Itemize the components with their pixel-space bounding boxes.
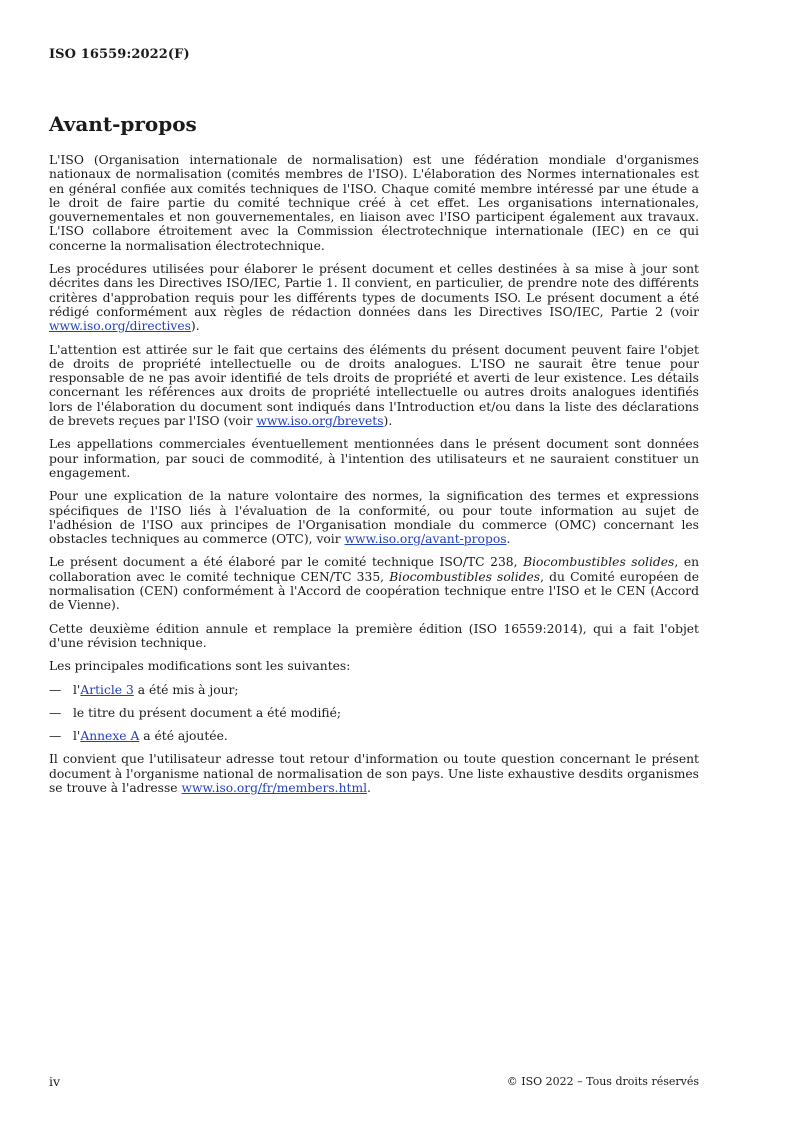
list-dash: —: [49, 729, 62, 744]
page-number: iv: [49, 1074, 61, 1089]
paragraph-procedures-end: ).: [190, 319, 200, 334]
avant-propos-link[interactable]: www.iso.org/avant-propos: [344, 532, 507, 547]
paragraph-changes-intro: Les principales modifications sont les suivantes:: [49, 659, 351, 674]
paragraph-feedback-text: Il convient que l'utilisateur adresse tout retour d'information ou toute question concernant le présent document à l'organisme national de normalisation de son pays. Une liste exhaustive desdits organismes se trouve à l'adresse: [49, 752, 699, 795]
paragraph-voluntary-nature: [49, 489, 699, 546]
committee-text-b: , en collaboration avec le comité technique CEN/TC 335,: [49, 555, 700, 584]
members-link[interactable]: www.iso.org/fr/members.html: [181, 780, 368, 795]
foreword-body: [49, 153, 699, 804]
list-item-text: le titre du présent document a été modifié;: [73, 705, 342, 720]
committee-title-1: Biocombustibles solides: [523, 555, 675, 570]
list-item-text: [73, 729, 228, 743]
list-item-suffix: a été ajoutée.: [139, 729, 228, 744]
annexe-a-link[interactable]: Annexe A: [80, 729, 140, 744]
paragraph-iso-intro: L'ISO (Organisation internationale de normalisation) est une fédération mondiale d'organismes nationaux de normalisation (comités membres de l'ISO). L'élaboration des Normes internationales est en général confiée aux comités techniques de l'ISO. Chaque comité membre intéressé par une étude a le droit de faire partie du comité technique créé à cet effet. Les organisations internationales, gouvernementales et non gouvernementales, en liaison avec l'ISO participent également aux travaux. L'ISO collabore étroitement avec la Commission électrotechnique internationale (IEC) en ce qui concerne la normalisation électrotechnique.: [49, 153, 699, 253]
list-item-prefix: l': [73, 729, 81, 744]
committee-title-2: Biocombustibles solides: [389, 569, 541, 584]
list-item-suffix: a été mis à jour;: [133, 682, 239, 697]
article-3-link[interactable]: Article 3: [80, 682, 134, 697]
paragraph-patents-text: L'attention est attirée sur le fait que certains des éléments du présent document peuvent faire l'objet de droits de propriété intellectuelle ou de droits analogues. L'ISO ne saurait être tenue pour responsable de ne pas avoir identifié de tels droits de propriété et averti de leur existence. Les détails concernant les références aux droits de propriété intellectuelle ou autres droits analogues identifiés lors de l'élaboration du document sont indiqués dans l'Introduction et/ou dans la liste des déclarations de brevets reçues par l'ISO (voir: [49, 342, 699, 429]
list-item-prefix: l': [73, 682, 81, 697]
brevets-link[interactable]: www.iso.org/brevets: [256, 414, 384, 429]
paragraph-edition: Cette deuxième édition annule et remplace la première édition (ISO 16559:2014), qui a fait l'objet d'une révision technique.: [49, 621, 699, 650]
list-dash: —: [49, 682, 62, 697]
list-item-text: [73, 683, 239, 697]
paragraph-procedures-text: Les procédures utilisées pour élaborer le présent document et celles destinées à sa mise à jour sont décrites dans les Directives ISO/IEC, Partie 1. Il convient, en particulier, de prendre note des différents critères d'approbation requis pour les différents types de documents ISO. Le présent document a été rédigé conformément aux règles de rédaction données dans les Directives ISO/IEC, Partie 2 (voir: [49, 262, 699, 319]
paragraph-patents-end: ).: [383, 414, 393, 429]
list-item: [49, 683, 699, 697]
directives-link[interactable]: www.iso.org/directives: [49, 319, 191, 334]
list-dash: —: [49, 705, 62, 720]
paragraph-procedures: [49, 262, 699, 333]
paragraph-feedback-end: .: [367, 780, 371, 795]
list-item: [49, 729, 699, 743]
document-id: ISO 16559:2022(F): [49, 47, 190, 62]
committee-text-c: , du Comité européen de normalisation (CEN) conformément à l'Accord de coopération technique entre l'ISO et le CEN (Accord de Vienne).: [49, 569, 700, 613]
page-title: Avant-propos: [49, 112, 197, 136]
paragraph-feedback: [49, 752, 699, 795]
committee-text-a: Le présent document a été élaboré par le comité technique ISO/TC 238,: [49, 555, 524, 570]
copyright-notice: © ISO 2022 – Tous droits réservés: [506, 1075, 699, 1088]
paragraph-committee: [49, 555, 699, 612]
paragraph-trade-names: Les appellations commerciales éventuellement mentionnées dans le présent document sont données pour information, par souci de commodité, à l'intention des utilisateurs et ne sauraient constituer un engagement.: [49, 437, 699, 480]
paragraph-voluntary-end: .: [506, 532, 511, 547]
paragraph-voluntary-text: Pour une explication de la nature volontaire des normes, la signification des termes et expressions spécifiques de l'ISO liés à l'évaluation de la conformité, ou pour toute information au sujet de l'adhésion de l'ISO aux principes de l'Organisation mondiale du commerce (OMC) concernant les obstacles techniques au commerce (OTC), voir: [49, 489, 699, 547]
list-item: [49, 706, 699, 720]
paragraph-patents: [49, 343, 699, 429]
